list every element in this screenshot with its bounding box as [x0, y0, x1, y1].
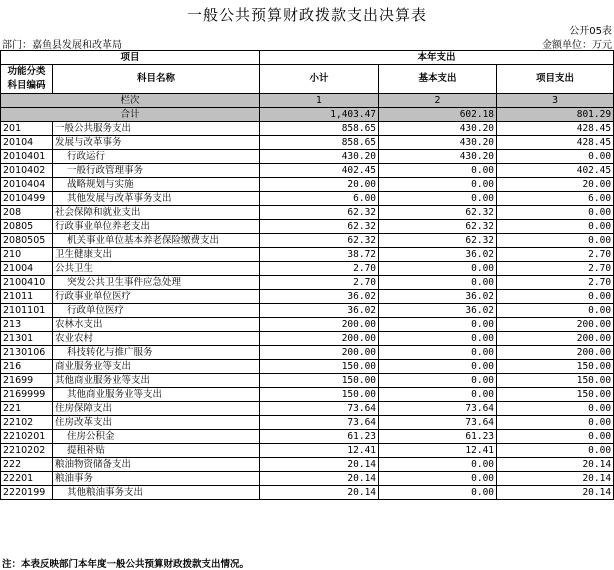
- row-subtotal: 200.00: [260, 318, 379, 332]
- row-basic: 430.20: [379, 122, 497, 136]
- row-project: 0.00: [497, 430, 614, 444]
- row-subtotal: 858.65: [260, 136, 379, 150]
- row-subtotal: 61.23: [260, 430, 379, 444]
- header-subtotal: 小计: [260, 65, 379, 94]
- table-row: [1, 234, 614, 248]
- row-name: 住房公积金: [53, 430, 260, 444]
- row-basic: 36.02: [379, 248, 497, 262]
- row-name: 发展与改革事务: [53, 136, 260, 150]
- row-name: 粮油物资储备支出: [53, 458, 260, 472]
- table-row: [1, 276, 614, 290]
- form-number: 公开05表: [569, 26, 612, 37]
- row-code: 210: [1, 248, 53, 262]
- row-name: 其他粮油事务支出: [53, 486, 260, 500]
- total-subtotal: 1,403.47: [260, 108, 379, 122]
- table-row: [1, 430, 614, 444]
- row-subtotal: 150.00: [260, 388, 379, 402]
- row-subtotal: 73.64: [260, 402, 379, 416]
- row-project: 2.70: [497, 276, 614, 290]
- row-subtotal: 6.00: [260, 192, 379, 206]
- row-subtotal: 20.14: [260, 486, 379, 500]
- row-project: 0.00: [497, 290, 614, 304]
- row-basic: 62.32: [379, 206, 497, 220]
- column-number-3: 3: [497, 94, 614, 108]
- table-row: [1, 192, 614, 206]
- table-row: [1, 332, 614, 346]
- row-subtotal: 200.00: [260, 332, 379, 346]
- table-row: [1, 248, 614, 262]
- row-project: 0.00: [497, 304, 614, 318]
- row-code: 2100410: [1, 276, 53, 290]
- row-basic: 0.00: [379, 192, 497, 206]
- row-subtotal: 62.32: [260, 206, 379, 220]
- row-subtotal: 20.00: [260, 178, 379, 192]
- table-row: [1, 458, 614, 472]
- row-subtotal: 20.14: [260, 472, 379, 486]
- table-row: [1, 262, 614, 276]
- row-name: 社会保障和就业支出: [53, 206, 260, 220]
- row-basic: 73.64: [379, 402, 497, 416]
- row-name: 商业服务业等支出: [53, 360, 260, 374]
- row-subtotal: 858.65: [260, 122, 379, 136]
- column-number-1: 1: [260, 94, 379, 108]
- row-name: 一般公共服务支出: [53, 122, 260, 136]
- row-project: 200.00: [497, 318, 614, 332]
- row-code: 2101101: [1, 304, 53, 318]
- row-name: 住房保障支出: [53, 402, 260, 416]
- table-row: [1, 360, 614, 374]
- total-project: 801.29: [497, 108, 614, 122]
- row-subtotal: 200.00: [260, 346, 379, 360]
- row-basic: 0.00: [379, 360, 497, 374]
- row-code: 2210202: [1, 444, 53, 458]
- row-subtotal: 402.45: [260, 164, 379, 178]
- row-name: 行政事业单位医疗: [53, 290, 260, 304]
- table-row: [1, 164, 614, 178]
- row-basic: 0.00: [379, 262, 497, 276]
- row-subtotal: 62.32: [260, 220, 379, 234]
- table-row: [1, 374, 614, 388]
- row-code: 2130106: [1, 346, 53, 360]
- row-subtotal: 38.72: [260, 248, 379, 262]
- row-name: 住房改革支出: [53, 416, 260, 430]
- row-project: 20.14: [497, 458, 614, 472]
- row-code: 216: [1, 360, 53, 374]
- table-row: [1, 346, 614, 360]
- row-basic: 430.20: [379, 150, 497, 164]
- row-basic: 0.00: [379, 332, 497, 346]
- row-code: 201: [1, 122, 53, 136]
- row-code: 22102: [1, 416, 53, 430]
- table-row: [1, 318, 614, 332]
- row-code: 2210201: [1, 430, 53, 444]
- table-row: [1, 136, 614, 150]
- row-basic: 0.00: [379, 164, 497, 178]
- report-title: 一般公共预算财政拨款支出决算表: [186, 6, 427, 24]
- total-basic: 602.18: [379, 108, 497, 122]
- row-code: 21699: [1, 374, 53, 388]
- row-code: 21301: [1, 332, 53, 346]
- row-name: 提租补贴: [53, 444, 260, 458]
- row-project: 428.45: [497, 122, 614, 136]
- row-name: 突发公共卫生事件应急处理: [53, 276, 260, 290]
- header-func-code: 功能分类 科目编码: [1, 65, 53, 94]
- table-row: [1, 122, 614, 136]
- row-code: 21011: [1, 290, 53, 304]
- column-number-2: 2: [379, 94, 497, 108]
- row-subtotal: 430.20: [260, 150, 379, 164]
- row-name: 其他商业服务业等支出: [53, 388, 260, 402]
- total-row: [1, 108, 614, 122]
- header-current-year: 本年支出: [260, 51, 614, 65]
- row-basic: 0.00: [379, 472, 497, 486]
- row-basic: 62.32: [379, 220, 497, 234]
- row-basic: 73.64: [379, 416, 497, 430]
- unit-label: 金额单位：万元: [542, 40, 612, 51]
- row-subtotal: 150.00: [260, 360, 379, 374]
- row-subtotal: 150.00: [260, 374, 379, 388]
- row-code: 20104: [1, 136, 53, 150]
- header-subject-name: 科目名称: [53, 65, 260, 94]
- row-project: 0.00: [497, 150, 614, 164]
- table-row: [1, 304, 614, 318]
- row-subtotal: 12.41: [260, 444, 379, 458]
- table-row: [1, 150, 614, 164]
- row-code: 222: [1, 458, 53, 472]
- table-row: [1, 402, 614, 416]
- row-project: 0.00: [497, 444, 614, 458]
- table-row: [1, 444, 614, 458]
- row-basic: 0.00: [379, 178, 497, 192]
- row-basic: 12.41: [379, 444, 497, 458]
- row-project: 0.00: [497, 206, 614, 220]
- row-code: 21004: [1, 262, 53, 276]
- row-name: 粮油事务: [53, 472, 260, 486]
- row-project: 0.00: [497, 402, 614, 416]
- table-row: [1, 486, 614, 500]
- row-project: 200.00: [497, 332, 614, 346]
- row-code: 2010402: [1, 164, 53, 178]
- row-code: 2080505: [1, 234, 53, 248]
- row-name: 机关事业单位基本养老保险缴费支出: [53, 234, 260, 248]
- row-project: 0.00: [497, 220, 614, 234]
- row-subtotal: 73.64: [260, 416, 379, 430]
- row-name: 行政单位医疗: [53, 304, 260, 318]
- department-label: 部门：嘉鱼县发展和改革局: [2, 40, 122, 51]
- header-project: 项目: [1, 51, 260, 65]
- row-name: 行政事业单位养老支出: [53, 220, 260, 234]
- table-row: [1, 220, 614, 234]
- row-project: 20.00: [497, 178, 614, 192]
- row-name: 农林水支出: [53, 318, 260, 332]
- row-subtotal: 36.02: [260, 304, 379, 318]
- row-project: 402.45: [497, 164, 614, 178]
- column-number-row: [1, 94, 614, 108]
- row-project: 150.00: [497, 388, 614, 402]
- row-name: 一般行政管理事务: [53, 164, 260, 178]
- row-name: 战略规划与实施: [53, 178, 260, 192]
- table-row: [1, 206, 614, 220]
- table-row: [1, 416, 614, 430]
- header-basic: 基本支出: [379, 65, 497, 94]
- row-project: 150.00: [497, 374, 614, 388]
- row-basic: 62.32: [379, 234, 497, 248]
- row-code: 2010499: [1, 192, 53, 206]
- row-basic: 0.00: [379, 374, 497, 388]
- row-code: 221: [1, 402, 53, 416]
- row-basic: 0.00: [379, 318, 497, 332]
- row-code: 2010404: [1, 178, 53, 192]
- row-subtotal: 36.02: [260, 290, 379, 304]
- row-basic: 36.02: [379, 290, 497, 304]
- row-project: 20.14: [497, 486, 614, 500]
- row-code: 2010401: [1, 150, 53, 164]
- total-label: 合计: [1, 108, 260, 122]
- column-label: 栏次: [1, 94, 260, 108]
- row-project: 20.14: [497, 472, 614, 486]
- row-code: 22201: [1, 472, 53, 486]
- row-project: 428.45: [497, 136, 614, 150]
- row-basic: 0.00: [379, 458, 497, 472]
- row-basic: 0.00: [379, 388, 497, 402]
- table-row: [1, 290, 614, 304]
- row-name: 公共卫生: [53, 262, 260, 276]
- row-subtotal: 2.70: [260, 276, 379, 290]
- row-subtotal: 2.70: [260, 262, 379, 276]
- header-project-exp: 项目支出: [497, 65, 614, 94]
- row-name: 其他商业服务业等支出: [53, 374, 260, 388]
- row-subtotal: 20.14: [260, 458, 379, 472]
- expenditure-table: [0, 50, 614, 500]
- row-project: 2.70: [497, 248, 614, 262]
- row-basic: 430.20: [379, 136, 497, 150]
- row-code: 213: [1, 318, 53, 332]
- row-project: 150.00: [497, 360, 614, 374]
- row-subtotal: 62.32: [260, 234, 379, 248]
- row-basic: 0.00: [379, 346, 497, 360]
- row-project: 6.00: [497, 192, 614, 206]
- row-code: 2169999: [1, 388, 53, 402]
- row-project: 2.70: [497, 262, 614, 276]
- row-name: 农业农村: [53, 332, 260, 346]
- table-row: [1, 472, 614, 486]
- row-code: 2220199: [1, 486, 53, 500]
- row-basic: 61.23: [379, 430, 497, 444]
- row-project: 200.00: [497, 346, 614, 360]
- row-project: 0.00: [497, 234, 614, 248]
- row-code: 20805: [1, 220, 53, 234]
- row-name: 行政运行: [53, 150, 260, 164]
- table-row: [1, 178, 614, 192]
- table-row: [1, 388, 614, 402]
- row-basic: 36.02: [379, 304, 497, 318]
- row-basic: 0.00: [379, 276, 497, 290]
- row-name: 卫生健康支出: [53, 248, 260, 262]
- row-name: 科技转化与推广服务: [53, 346, 260, 360]
- row-code: 208: [1, 206, 53, 220]
- row-project: 0.00: [497, 416, 614, 430]
- footnote: 注：本表反映部门本年度一般公共预算财政拨款支出情况。: [2, 559, 250, 570]
- row-name: 其他发展与改革事务支出: [53, 192, 260, 206]
- row-basic: 0.00: [379, 486, 497, 500]
